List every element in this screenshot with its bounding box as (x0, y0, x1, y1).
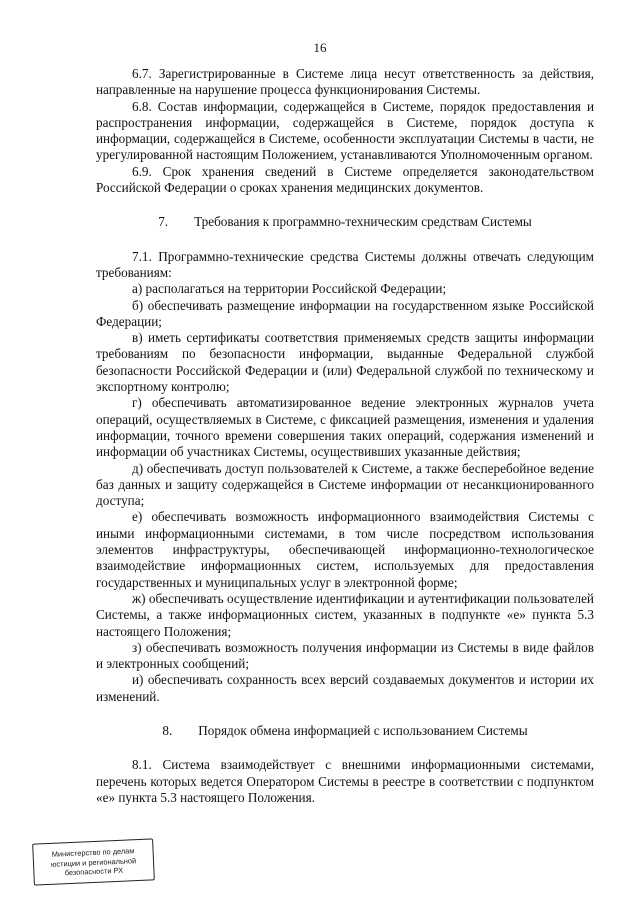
paragraph-6-7: 6.7. Зарегистрированные в Системе лица несут ответственность за действия, направленные на нарушение процесса функционирования Системы. (96, 66, 594, 98)
paragraph-7-1-zh: ж) обеспечивать осуществление идентификации и аутентификации пользователей Системы, а также информационных систем, указанных в подпункте «е» пункта 5.3 настоящего Положения; (96, 590, 594, 639)
section-8-title: Порядок обмена информацией с использованием Системы (198, 722, 528, 738)
paragraph-7-1-e: е) обеспечивать возможность информационного взаимодействия Системы с иными информационными системами, в том числе посредством использования элементов инфраструктуры, обеспечивающей информационно-технологическое взаимодействие информационных систем, используемых для предоставления государственных и муниципальных услуг в электронной форме; (96, 509, 594, 590)
paragraph-7-1-v: в) иметь сертификаты соответствия применяемых средств защиты информации требованиям по безопасности информации, выданные Федеральной службой безопасности Российской Федерации и (или) Федеральной службой по техническому и экспортному контролю; (96, 330, 594, 395)
paragraph-7-1-i: и) обеспечивать сохранность всех версий создаваемых документов и истории их изменений. (96, 672, 594, 704)
stamp-line: Министерство по делам (51, 846, 135, 859)
paragraph-7-1-b: б) обеспечивать размещение информации на государственном языке Российской Федерации; (96, 297, 594, 329)
section-8-number: 8. (162, 722, 173, 738)
document-body (96, 66, 594, 806)
paragraph-6-8: 6.8. Состав информации, содержащейся в Системе, порядок предоставления и распространения информации, содержащейся в Системе, порядок доступа к информации, содержащейся в Системе, особенности эксплуатации Системы в части, не урегулированной настоящим Положением, устанавливаются Уполномоченным органом. (96, 98, 594, 163)
page-number: 16 (313, 40, 327, 55)
paragraph-7-1: 7.1. Программно-технические средства Системы должны отвечать следующим требованиям: (96, 248, 594, 280)
section-8-heading (96, 723, 594, 739)
section-7-number: 7. (158, 214, 169, 230)
paragraph-7-1-d: д) обеспечивать доступ пользователей к Системе, а также бесперебойное ведение баз данных и защиту содержащейся в Системе информации от несанкционированного доступа; (96, 460, 594, 509)
stamp-line: юстиции и региональной (50, 855, 137, 869)
paragraph-6-9: 6.9. Срок хранения сведений в Системе определяется законодательством Российской Федерации о сроках хранения медицинских документов. (96, 163, 594, 196)
paragraph-7-1-z: з) обеспечивать возможность получения информации из Системы в виде файлов и электронных сообщений; (96, 639, 594, 672)
section-7-heading (96, 214, 594, 230)
section-7-title: Требования к программно-техническим средствам Системы (194, 214, 532, 230)
ministry-stamp (32, 838, 155, 885)
stamp-line: безопасности РХ (64, 865, 124, 878)
paragraph-8-1: 8.1. Система взаимодействует с внешними информационными системами, перечень которых ведется Оператором Системы в реестре в соответствии с подпунктом «е» пункта 5.3 настоящего Положения. (96, 757, 594, 805)
paragraph-7-1-a: а) располагаться на территории Российской Федерации; (132, 281, 447, 297)
paragraph-7-1-g: г) обеспечивать автоматизированное ведение электронных журналов учета операций, осуществляемых в Системе, с фиксацией размещения, изменения и удаления информации, точного времени совершения таких операций, содержания изменений и информации об участниках Системы, осуществивших указанные действия; (96, 395, 594, 460)
